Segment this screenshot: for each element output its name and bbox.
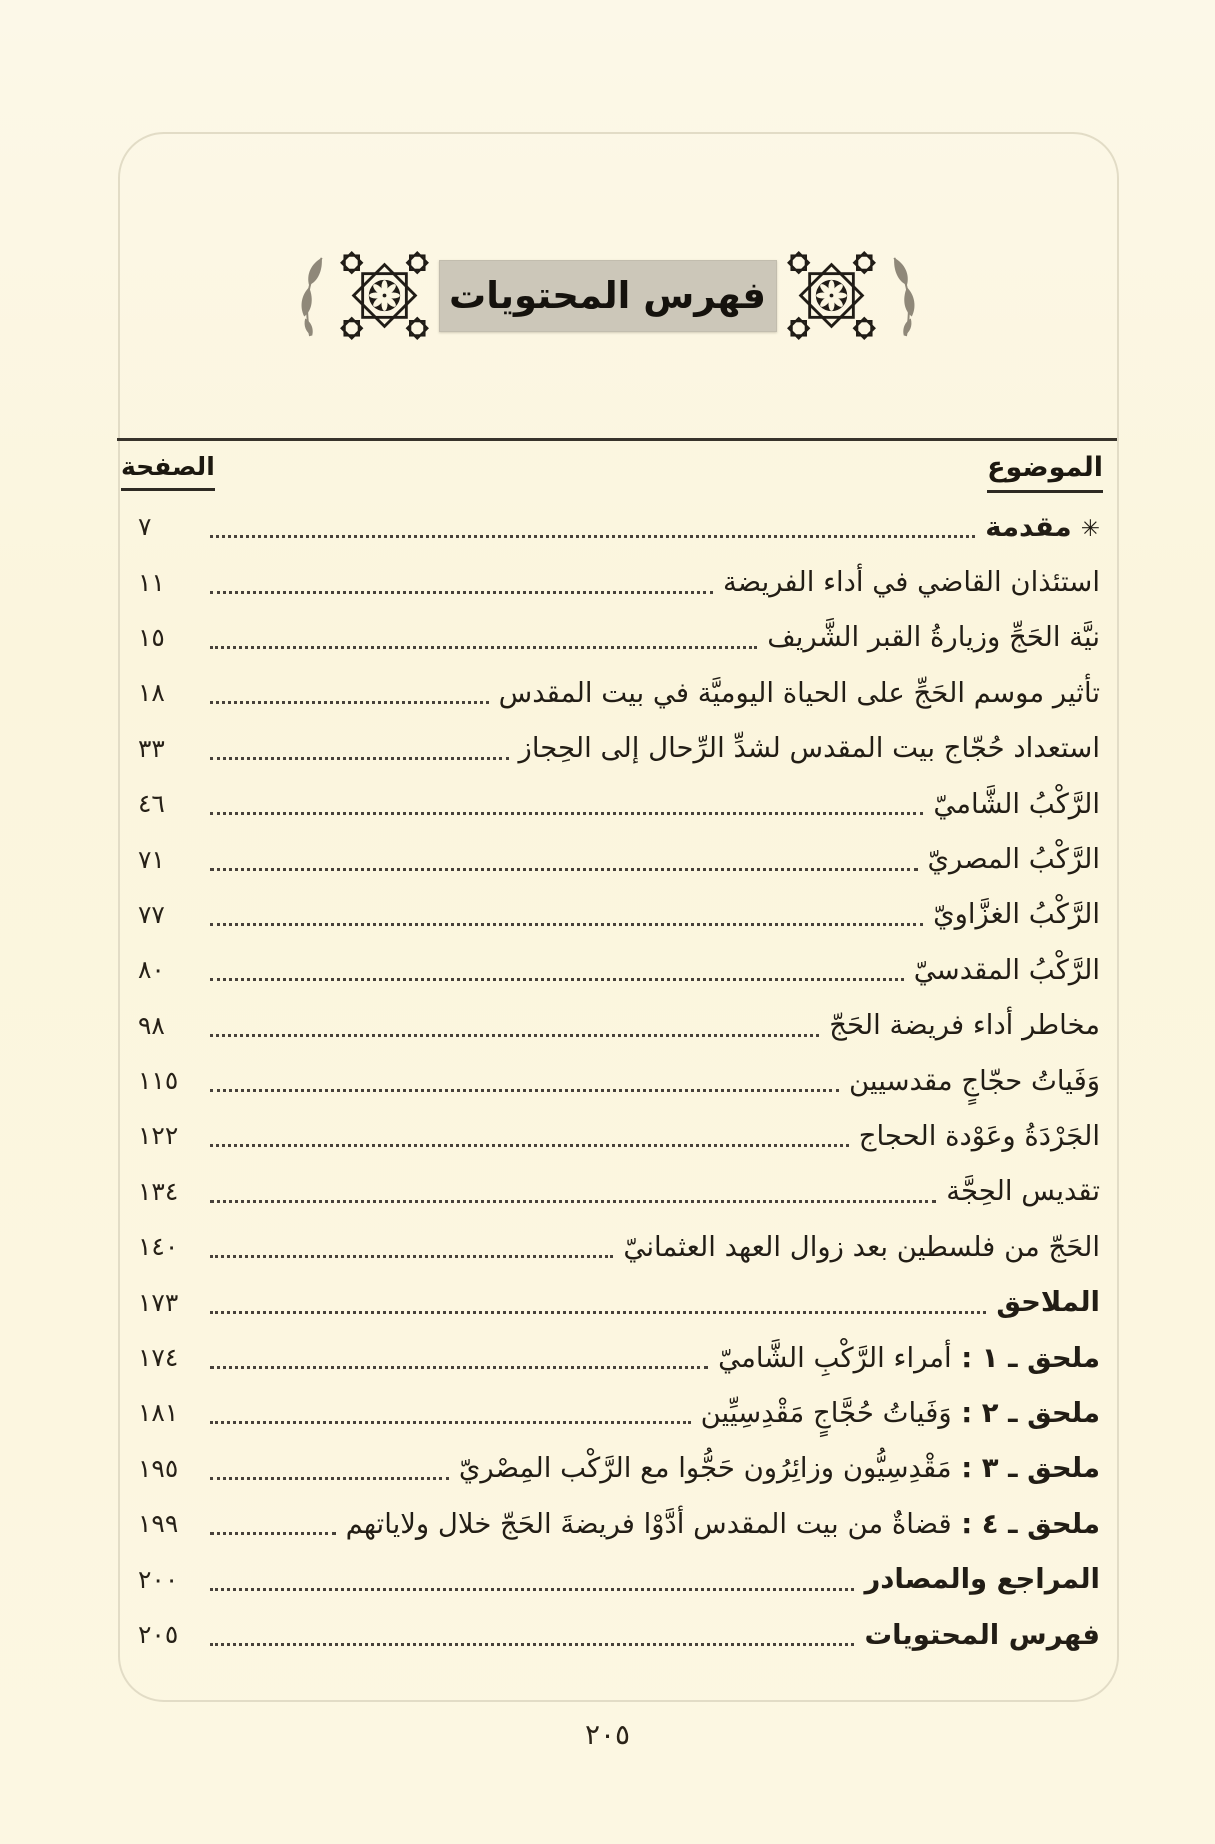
toc-entry-page-number: ٢٠٥	[138, 1620, 179, 1649]
dotted-leader	[210, 1366, 708, 1369]
toc-entry-page-number: ١٨	[138, 678, 165, 708]
toc-row	[138, 1219, 1100, 1274]
star-medallion-icon	[784, 248, 879, 343]
toc-entry-title: مخاطر أداء فريضة الحَجّ	[829, 1009, 1100, 1042]
toc-entry-title: وَفَياتُ حجّاجٍ مقدسيين	[848, 1064, 1100, 1097]
toc-row	[138, 1551, 1100, 1606]
toc-entry-page-number: ٧	[138, 512, 152, 542]
toc-entry-title: فهرس المحتويات	[864, 1618, 1100, 1651]
toc-entry-title: ملحق ـ ٤ : قضاةٌ من بيت المقدس أدَّوْا فريضةَ الحَجّ خلال ولاياتهم	[345, 1507, 1100, 1540]
toc-row	[138, 721, 1100, 776]
toc-row	[138, 831, 1100, 886]
toc-row	[138, 665, 1100, 720]
toc-entry-title: الرَّكْبُ الشَّاميّ	[933, 787, 1100, 820]
toc-row	[138, 776, 1100, 831]
toc-entry-title: استعداد حُجّاج بيت المقدس لشدِّ الرِّحال إلى الحِجاز	[518, 732, 1100, 765]
dotted-leader	[210, 1477, 449, 1480]
toc-row	[138, 998, 1100, 1053]
dotted-leader	[210, 923, 923, 926]
toc-row	[138, 1053, 1100, 1108]
toc-entry-page-number: ٧١	[138, 844, 165, 874]
toc-entry-title: تأثير موسم الحَجِّ على الحياة اليوميَّة في بيت المقدس	[498, 676, 1100, 709]
toc-row	[138, 1108, 1100, 1163]
toc-row	[138, 1274, 1100, 1329]
toc-entry-title: ملحق ـ ٢ : وَفَياتُ حُجَّاجٍ مَقْدِسِيِّين	[700, 1396, 1100, 1429]
toc-row	[138, 1441, 1100, 1496]
toc-entry-title: ✳مقدمة	[985, 510, 1100, 543]
toc-entry-prefix: ملحق ـ ١ :	[951, 1341, 1100, 1374]
toc-entry-title: ملحق ـ ١ : أمراء الرَّكْبِ الشَّاميّ	[718, 1341, 1100, 1374]
dotted-leader	[210, 1255, 613, 1258]
toc-entry-page-number: ٣٣	[138, 733, 165, 763]
dotted-leader	[210, 646, 757, 649]
toc-entry-page-number: ٤٦	[138, 789, 165, 819]
dotted-leader	[210, 812, 923, 815]
contents-header	[0, 248, 1215, 343]
header-divider-rule	[117, 438, 1117, 441]
toc-entry-page-number: ١٥	[138, 622, 165, 652]
column-header-subject: الموضوع	[987, 452, 1103, 493]
toc-entry-page-number: ١١	[138, 567, 165, 597]
dotted-leader	[210, 701, 489, 704]
toc-entry-prefix: ملحق ـ ٣ :	[951, 1452, 1100, 1485]
toc-entry-title: نيَّة الحَجِّ وزيارةُ القبر الشَّريف	[767, 621, 1100, 654]
toc-row	[138, 1385, 1100, 1440]
dotted-leader	[210, 757, 509, 760]
toc-entry-page-number: ١٨١	[138, 1398, 179, 1428]
toc-row	[138, 499, 1100, 554]
toc-entry-title: الرَّكْبُ المصريّ	[927, 843, 1100, 876]
toc-row	[138, 554, 1100, 609]
dotted-leader	[210, 591, 713, 594]
toc-entry-title: ملحق ـ ٣ : مَقْدِسِيُّون وزائِرُون حَجُّوا مع الرَّكْب المِصْريّ	[458, 1452, 1100, 1485]
toc-row	[138, 942, 1100, 997]
dotted-leader	[210, 1311, 986, 1314]
toc-row	[138, 1607, 1100, 1662]
toc-row	[138, 1330, 1100, 1385]
dotted-leader	[210, 868, 918, 871]
dotted-leader	[210, 1144, 849, 1147]
toc-entry-title: استئذان القاضي في أداء الفريضة	[723, 566, 1100, 599]
toc-entry-title: الرَّكْبُ المقدسيّ	[913, 953, 1100, 986]
toc-entry-page-number: ١٣٤	[138, 1176, 179, 1206]
toc-entry-page-number: ٢٠٠	[138, 1564, 179, 1594]
floral-flourish-icon	[294, 255, 330, 337]
toc-entry-prefix: ملحق ـ ٢ :	[951, 1396, 1100, 1429]
toc-entry-page-number: ١١٥	[138, 1066, 179, 1096]
toc-entry-title: الحَجّ من فلسطين بعد زوال العهد العثمانيّ	[623, 1230, 1100, 1263]
toc-entry-page-number: ١٧٣	[138, 1287, 179, 1317]
toc-row	[138, 1164, 1100, 1219]
toc-entry-title: الرَّكْبُ الغزَّاويّ	[933, 898, 1100, 931]
toc-entry-page-number: ١٩٩	[138, 1509, 179, 1539]
floral-flourish-icon	[886, 255, 922, 337]
toc-entry-page-number: ١٤٠	[138, 1232, 179, 1262]
toc-entry-title: الجَرْدَةُ وعَوْدة الحجاج	[858, 1119, 1100, 1152]
asterisk-marker-icon: ✳	[1080, 515, 1100, 542]
dotted-leader	[210, 1200, 936, 1203]
toc-entry-page-number: ٩٨	[138, 1010, 165, 1040]
toc-entry-page-number: ٧٧	[138, 899, 165, 929]
toc-entry-title: الملاحق	[996, 1286, 1100, 1319]
dotted-leader	[210, 1532, 336, 1535]
dotted-leader	[210, 1421, 691, 1424]
toc-entry-prefix: ملحق ـ ٤ :	[951, 1507, 1100, 1540]
dotted-leader	[210, 535, 975, 538]
contents-title-box	[439, 260, 777, 332]
dotted-leader	[210, 978, 904, 981]
toc-row	[138, 1496, 1100, 1551]
folio-page-number: ٢٠٥	[584, 1718, 631, 1751]
toc-entry-page-number: ١٩٥	[138, 1453, 179, 1483]
toc-row	[138, 610, 1100, 665]
dotted-leader	[210, 1588, 854, 1591]
toc-entry-title: المراجع والمصادر	[864, 1563, 1100, 1596]
toc-entry-page-number: ٨٠	[138, 955, 165, 985]
table-of-contents	[138, 499, 1100, 1662]
toc-entry-page-number: ١٢٢	[138, 1121, 179, 1151]
star-medallion-icon	[337, 248, 432, 343]
dotted-leader	[210, 1034, 819, 1037]
page-title: فهرس المحتويات	[449, 274, 766, 317]
toc-row	[138, 887, 1100, 942]
column-header-page: الصفحة	[121, 452, 215, 491]
dotted-leader	[210, 1643, 854, 1646]
dotted-leader	[210, 1089, 839, 1092]
toc-entry-page-number: ١٧٤	[138, 1343, 179, 1373]
toc-entry-title: تقديس الحِجَّة	[946, 1175, 1100, 1208]
